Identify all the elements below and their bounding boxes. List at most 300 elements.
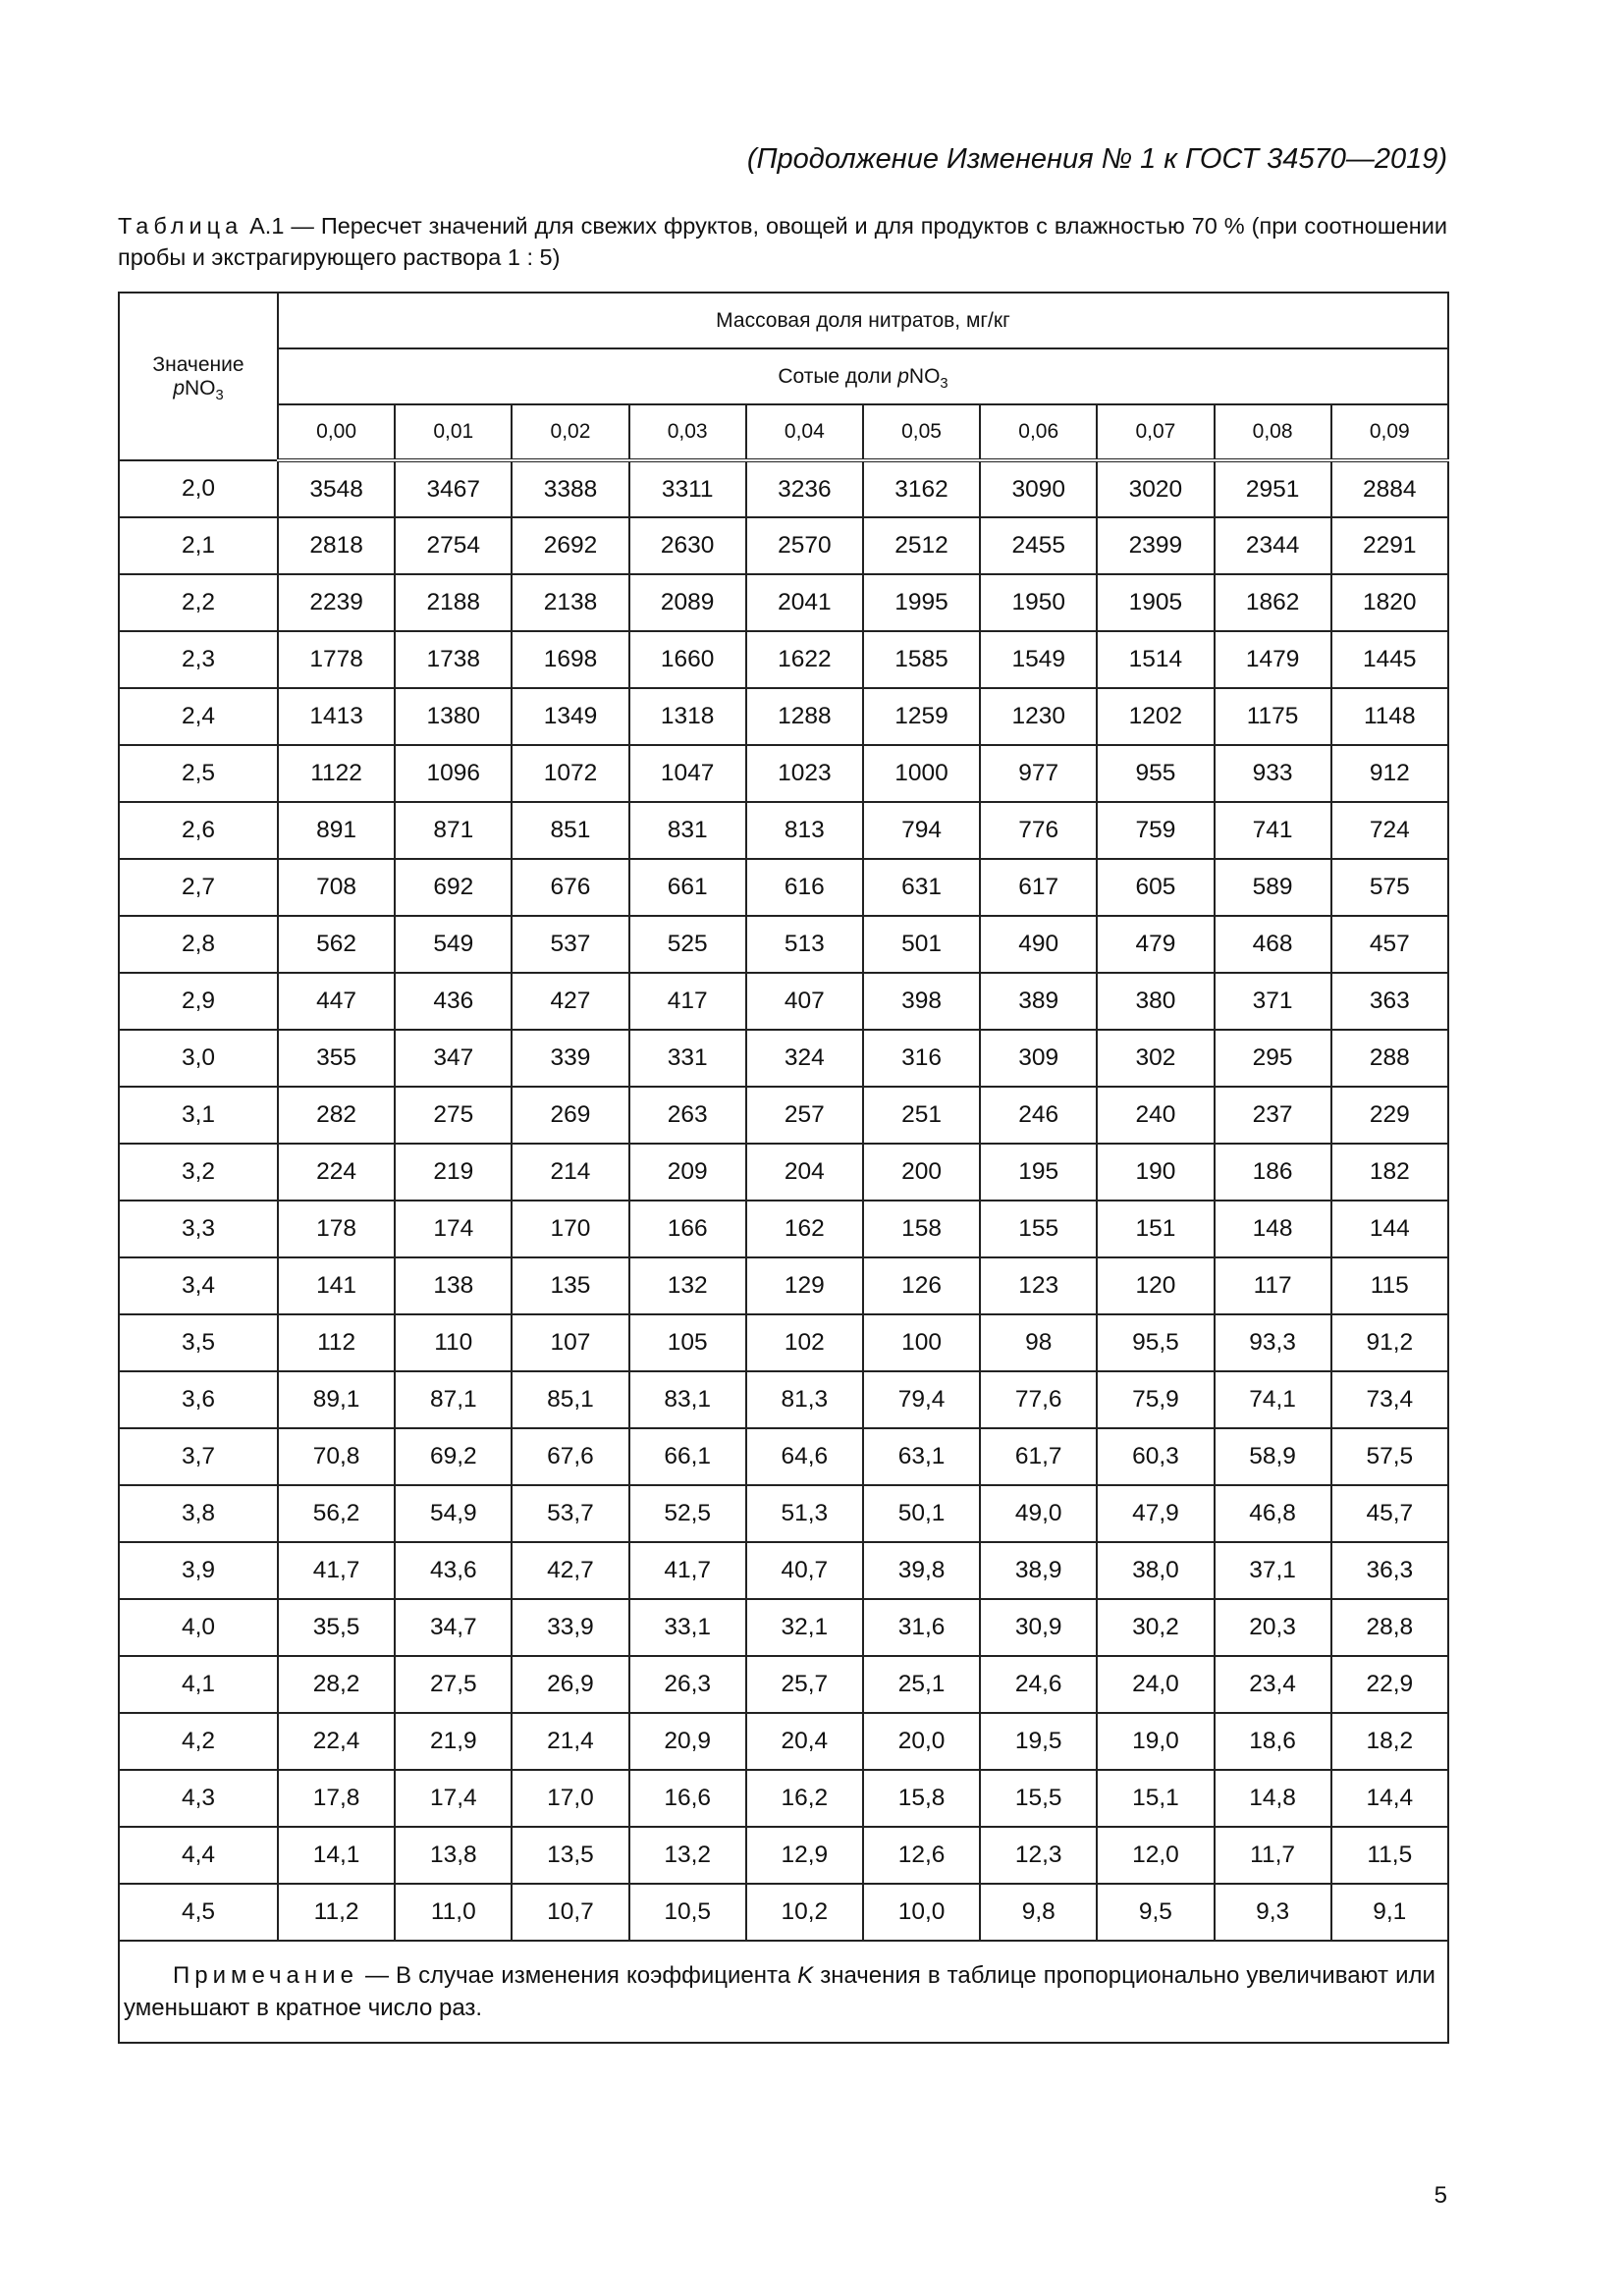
table-row xyxy=(119,688,1448,745)
table-cell: 324 xyxy=(746,1030,863,1087)
table-cell: 57,5 xyxy=(1331,1428,1448,1485)
table-row xyxy=(119,1030,1448,1087)
row-label-cell: 3,2 xyxy=(119,1144,278,1201)
row-label-cell: 4,1 xyxy=(119,1656,278,1713)
table-cell: 64,6 xyxy=(746,1428,863,1485)
row-label-cell: 2,8 xyxy=(119,916,278,973)
table-cell: 89,1 xyxy=(278,1371,395,1428)
table-cell: 1585 xyxy=(863,631,980,688)
table-cell: 13,8 xyxy=(395,1827,512,1884)
table-cell: 1230 xyxy=(980,688,1097,745)
table-cell: 66,1 xyxy=(629,1428,746,1485)
sub-header-p: p xyxy=(897,364,909,388)
table-cell: 490 xyxy=(980,916,1097,973)
table-row xyxy=(119,1428,1448,1485)
table-cell: 43,6 xyxy=(395,1542,512,1599)
table-cell: 251 xyxy=(863,1087,980,1144)
table-cell: 1349 xyxy=(512,688,628,745)
note-k: K xyxy=(797,1962,814,1989)
table-cell: 81,3 xyxy=(746,1371,863,1428)
table-cell: 35,5 xyxy=(278,1599,395,1656)
table-cell: 468 xyxy=(1215,916,1331,973)
table-row xyxy=(119,916,1448,973)
table-cell: 240 xyxy=(1097,1087,1214,1144)
table-cell: 16,6 xyxy=(629,1770,746,1827)
table-cell: 26,9 xyxy=(512,1656,628,1713)
column-header: 0,08 xyxy=(1215,404,1331,460)
row-label-cell: 3,8 xyxy=(119,1485,278,1542)
table-cell: 105 xyxy=(629,1314,746,1371)
table-cell: 457 xyxy=(1331,916,1448,973)
table-cell: 32,1 xyxy=(746,1599,863,1656)
table-cell: 2239 xyxy=(278,574,395,631)
table-cell: 38,0 xyxy=(1097,1542,1214,1599)
table-cell: 380 xyxy=(1097,973,1214,1030)
table-row xyxy=(119,1257,1448,1314)
table-cell: 144 xyxy=(1331,1201,1448,1257)
table-cell: 155 xyxy=(980,1201,1097,1257)
table-cell: 977 xyxy=(980,745,1097,802)
table-cell: 1995 xyxy=(863,574,980,631)
table-caption-label: Таблица xyxy=(118,213,244,239)
table-cell: 933 xyxy=(1215,745,1331,802)
table-cell: 1698 xyxy=(512,631,628,688)
table-cell: 355 xyxy=(278,1030,395,1087)
table-cell: 73,4 xyxy=(1331,1371,1448,1428)
table-row xyxy=(119,745,1448,802)
table-cell: 813 xyxy=(746,802,863,859)
table-cell: 1072 xyxy=(512,745,628,802)
table-cell: 53,7 xyxy=(512,1485,628,1542)
row-label-cell: 4,2 xyxy=(119,1713,278,1770)
row-header-sub: 3 xyxy=(215,387,224,403)
table-cell: 14,8 xyxy=(1215,1770,1331,1827)
table-row xyxy=(119,1371,1448,1428)
table-cell: 25,7 xyxy=(746,1656,863,1713)
table-cell: 1549 xyxy=(980,631,1097,688)
table-cell: 759 xyxy=(1097,802,1214,859)
table-cell: 20,9 xyxy=(629,1713,746,1770)
table-cell: 1862 xyxy=(1215,574,1331,631)
table-cell: 19,5 xyxy=(980,1713,1097,1770)
table-cell: 58,9 xyxy=(1215,1428,1331,1485)
table-cell: 2818 xyxy=(278,517,395,574)
table-cell: 15,1 xyxy=(1097,1770,1214,1827)
table-cell: 309 xyxy=(980,1030,1097,1087)
table-cell: 3162 xyxy=(863,460,980,517)
table-cell: 1479 xyxy=(1215,631,1331,688)
table-cell: 129 xyxy=(746,1257,863,1314)
table-cell: 209 xyxy=(629,1144,746,1201)
row-label-cell: 2,2 xyxy=(119,574,278,631)
running-header: (Продолжение Изменения № 1 к ГОСТ 34570—2019) xyxy=(746,143,1447,175)
table-cell: 479 xyxy=(1097,916,1214,973)
column-header: 0,09 xyxy=(1331,404,1448,460)
row-label-cell: 2,9 xyxy=(119,973,278,1030)
table-row xyxy=(119,517,1448,574)
table-cell: 141 xyxy=(278,1257,395,1314)
column-header: 0,05 xyxy=(863,404,980,460)
table-cell: 224 xyxy=(278,1144,395,1201)
table-cell: 126 xyxy=(863,1257,980,1314)
table-cell: 631 xyxy=(863,859,980,916)
sub-header-no: NO xyxy=(908,364,941,388)
table-header xyxy=(119,293,1448,460)
table-cell: 69,2 xyxy=(395,1428,512,1485)
table-cell: 708 xyxy=(278,859,395,916)
table-cell: 1738 xyxy=(395,631,512,688)
table-cell: 1175 xyxy=(1215,688,1331,745)
table-cell: 371 xyxy=(1215,973,1331,1030)
table-cell: 12,3 xyxy=(980,1827,1097,1884)
table-cell: 110 xyxy=(395,1314,512,1371)
row-header-no: NO xyxy=(185,376,216,400)
table-cell: 24,6 xyxy=(980,1656,1097,1713)
table-row xyxy=(119,1144,1448,1201)
table-cell: 10,7 xyxy=(512,1884,628,1941)
table-cell: 36,3 xyxy=(1331,1542,1448,1599)
table-cell: 20,3 xyxy=(1215,1599,1331,1656)
table-row xyxy=(119,859,1448,916)
table-cell: 316 xyxy=(863,1030,980,1087)
row-label-cell: 2,0 xyxy=(119,460,278,517)
sub-header-sub: 3 xyxy=(940,375,948,392)
table-cell: 2884 xyxy=(1331,460,1448,517)
table-cell: 1148 xyxy=(1331,688,1448,745)
table-cell: 2188 xyxy=(395,574,512,631)
sub-header xyxy=(278,348,1448,404)
row-label-cell: 2,7 xyxy=(119,859,278,916)
table-cell: 427 xyxy=(512,973,628,1030)
group-header: Массовая доля нитратов, мг/кг xyxy=(278,293,1448,348)
table-cell: 1413 xyxy=(278,688,395,745)
table-cell: 363 xyxy=(1331,973,1448,1030)
table-cell: 2138 xyxy=(512,574,628,631)
table-body xyxy=(119,460,1448,1941)
table-cell: 288 xyxy=(1331,1030,1448,1087)
table-cell: 14,1 xyxy=(278,1827,395,1884)
table-cell: 132 xyxy=(629,1257,746,1314)
conversion-table xyxy=(118,292,1449,2044)
table-cell: 9,8 xyxy=(980,1884,1097,1941)
table-cell: 123 xyxy=(980,1257,1097,1314)
table-cell: 263 xyxy=(629,1087,746,1144)
table-cell: 676 xyxy=(512,859,628,916)
table-cell: 28,8 xyxy=(1331,1599,1448,1656)
row-label-cell: 3,6 xyxy=(119,1371,278,1428)
table-cell: 2399 xyxy=(1097,517,1214,574)
table-cell: 605 xyxy=(1097,859,1214,916)
table-cell: 1122 xyxy=(278,745,395,802)
table-cell: 2512 xyxy=(863,517,980,574)
table-cell: 26,3 xyxy=(629,1656,746,1713)
row-label-cell: 3,3 xyxy=(119,1201,278,1257)
row-label-cell: 2,3 xyxy=(119,631,278,688)
table-cell: 117 xyxy=(1215,1257,1331,1314)
row-label-cell: 4,3 xyxy=(119,1770,278,1827)
table-cell: 30,2 xyxy=(1097,1599,1214,1656)
table-cell: 1318 xyxy=(629,688,746,745)
table-cell: 1096 xyxy=(395,745,512,802)
row-header-p: p xyxy=(173,376,185,400)
table-cell: 12,0 xyxy=(1097,1827,1214,1884)
table-cell: 45,7 xyxy=(1331,1485,1448,1542)
table-row xyxy=(119,1713,1448,1770)
table-cell: 1905 xyxy=(1097,574,1214,631)
table-cell: 98 xyxy=(980,1314,1097,1371)
table-cell: 37,1 xyxy=(1215,1542,1331,1599)
table-cell: 91,2 xyxy=(1331,1314,1448,1371)
table-cell: 70,8 xyxy=(278,1428,395,1485)
row-label-cell: 3,7 xyxy=(119,1428,278,1485)
table-cell: 229 xyxy=(1331,1087,1448,1144)
table-cell: 2754 xyxy=(395,517,512,574)
table-cell: 15,5 xyxy=(980,1770,1097,1827)
table-cell: 2630 xyxy=(629,517,746,574)
column-header-row xyxy=(119,404,1448,460)
table-cell: 871 xyxy=(395,802,512,859)
note-label: Примечание xyxy=(173,1962,358,1989)
table-cell: 2089 xyxy=(629,574,746,631)
note-text-1: — В случае изменения коэффициента xyxy=(357,1962,798,1989)
row-label-cell: 2,4 xyxy=(119,688,278,745)
table-row xyxy=(119,460,1448,517)
table-cell: 912 xyxy=(1331,745,1448,802)
row-header-cell xyxy=(119,293,278,460)
table-cell: 537 xyxy=(512,916,628,973)
table-cell: 21,9 xyxy=(395,1713,512,1770)
row-label-cell: 4,0 xyxy=(119,1599,278,1656)
table-cell: 52,5 xyxy=(629,1485,746,1542)
table-cell: 22,9 xyxy=(1331,1656,1448,1713)
table-cell: 148 xyxy=(1215,1201,1331,1257)
table-cell: 282 xyxy=(278,1087,395,1144)
table-cell: 1445 xyxy=(1331,631,1448,688)
table-cell: 31,6 xyxy=(863,1599,980,1656)
table-cell: 447 xyxy=(278,973,395,1030)
table-cell: 14,4 xyxy=(1331,1770,1448,1827)
table-cell: 135 xyxy=(512,1257,628,1314)
table-cell: 158 xyxy=(863,1201,980,1257)
table-cell: 2951 xyxy=(1215,460,1331,517)
table-cell: 257 xyxy=(746,1087,863,1144)
table-cell: 436 xyxy=(395,973,512,1030)
table-cell: 33,1 xyxy=(629,1599,746,1656)
table-cell: 39,8 xyxy=(863,1542,980,1599)
table-cell: 138 xyxy=(395,1257,512,1314)
table-cell: 83,1 xyxy=(629,1371,746,1428)
table-cell: 549 xyxy=(395,916,512,973)
sub-header-prefix: Сотые доли xyxy=(778,364,898,388)
row-label-cell: 3,1 xyxy=(119,1087,278,1144)
table-cell: 60,3 xyxy=(1097,1428,1214,1485)
table-cell: 77,6 xyxy=(980,1371,1097,1428)
table-cell: 1660 xyxy=(629,631,746,688)
table-cell: 275 xyxy=(395,1087,512,1144)
table-cell: 107 xyxy=(512,1314,628,1371)
table-cell: 93,3 xyxy=(1215,1314,1331,1371)
table-cell: 831 xyxy=(629,802,746,859)
table-cell: 120 xyxy=(1097,1257,1214,1314)
table-cell: 219 xyxy=(395,1144,512,1201)
table-cell: 195 xyxy=(980,1144,1097,1201)
table-row xyxy=(119,1599,1448,1656)
table-cell: 11,0 xyxy=(395,1884,512,1941)
table-cell: 616 xyxy=(746,859,863,916)
column-header: 0,06 xyxy=(980,404,1097,460)
table-cell: 10,0 xyxy=(863,1884,980,1941)
table-cell: 166 xyxy=(629,1201,746,1257)
table-cell: 12,9 xyxy=(746,1827,863,1884)
table-cell: 15,8 xyxy=(863,1770,980,1827)
table-cell: 1288 xyxy=(746,688,863,745)
table-cell: 12,6 xyxy=(863,1827,980,1884)
table-cell: 17,4 xyxy=(395,1770,512,1827)
table-cell: 87,1 xyxy=(395,1371,512,1428)
table-cell: 151 xyxy=(1097,1201,1214,1257)
table-cell: 692 xyxy=(395,859,512,916)
table-cell: 42,7 xyxy=(512,1542,628,1599)
table-cell: 40,7 xyxy=(746,1542,863,1599)
table-cell: 49,0 xyxy=(980,1485,1097,1542)
table-cell: 3020 xyxy=(1097,460,1214,517)
table-cell: 1950 xyxy=(980,574,1097,631)
table-cell: 18,6 xyxy=(1215,1713,1331,1770)
row-label-cell: 3,0 xyxy=(119,1030,278,1087)
page-number: 5 xyxy=(1434,2182,1447,2209)
table-cell: 589 xyxy=(1215,859,1331,916)
table-cell: 115 xyxy=(1331,1257,1448,1314)
table-cell: 162 xyxy=(746,1201,863,1257)
table-cell: 50,1 xyxy=(863,1485,980,1542)
table-cell: 661 xyxy=(629,859,746,916)
table-cell: 3311 xyxy=(629,460,746,517)
table-cell: 302 xyxy=(1097,1030,1214,1087)
table-cell: 112 xyxy=(278,1314,395,1371)
table-caption-text: А.1 — Пересчет значений для свежих фруктов, овощей и для продуктов с влажностью 70 % (при соотношении пробы и экстрагирующего раствора 1 : 5) xyxy=(118,213,1447,270)
table-cell: 41,7 xyxy=(278,1542,395,1599)
table-cell: 27,5 xyxy=(395,1656,512,1713)
table-cell: 955 xyxy=(1097,745,1214,802)
table-cell: 1259 xyxy=(863,688,980,745)
table-cell: 102 xyxy=(746,1314,863,1371)
table-cell: 2692 xyxy=(512,517,628,574)
table-cell: 575 xyxy=(1331,859,1448,916)
table-cell: 54,9 xyxy=(395,1485,512,1542)
table-cell: 1514 xyxy=(1097,631,1214,688)
table-caption xyxy=(118,210,1447,273)
table-cell: 11,7 xyxy=(1215,1827,1331,1884)
row-label-cell: 2,1 xyxy=(119,517,278,574)
table-cell: 182 xyxy=(1331,1144,1448,1201)
row-label-cell: 3,5 xyxy=(119,1314,278,1371)
table-row xyxy=(119,1485,1448,1542)
table-note xyxy=(119,1941,1448,2043)
table-cell: 11,5 xyxy=(1331,1827,1448,1884)
table-cell: 724 xyxy=(1331,802,1448,859)
table-cell: 851 xyxy=(512,802,628,859)
table-cell: 1622 xyxy=(746,631,863,688)
table-cell: 9,5 xyxy=(1097,1884,1214,1941)
table-cell: 891 xyxy=(278,802,395,859)
table-cell: 200 xyxy=(863,1144,980,1201)
table-cell: 25,1 xyxy=(863,1656,980,1713)
table-cell: 41,7 xyxy=(629,1542,746,1599)
table-cell: 347 xyxy=(395,1030,512,1087)
column-header: 0,04 xyxy=(746,404,863,460)
column-header: 0,00 xyxy=(278,404,395,460)
table-cell: 13,2 xyxy=(629,1827,746,1884)
table-row xyxy=(119,1314,1448,1371)
table-cell: 237 xyxy=(1215,1087,1331,1144)
table-cell: 20,0 xyxy=(863,1713,980,1770)
table-cell: 61,7 xyxy=(980,1428,1097,1485)
table-cell: 204 xyxy=(746,1144,863,1201)
table-cell: 246 xyxy=(980,1087,1097,1144)
table-cell: 22,4 xyxy=(278,1713,395,1770)
table-cell: 1778 xyxy=(278,631,395,688)
table-cell: 24,0 xyxy=(1097,1656,1214,1713)
row-label-cell: 3,9 xyxy=(119,1542,278,1599)
table-row xyxy=(119,1201,1448,1257)
table-row xyxy=(119,973,1448,1030)
table-cell: 3236 xyxy=(746,460,863,517)
table-cell: 617 xyxy=(980,859,1097,916)
row-label-cell: 3,4 xyxy=(119,1257,278,1314)
column-header: 0,07 xyxy=(1097,404,1214,460)
table-cell: 46,8 xyxy=(1215,1485,1331,1542)
table-cell: 100 xyxy=(863,1314,980,1371)
note-text-2: значения в таблице пропорционально увеличивают или уменьшают в кратное число раз. xyxy=(124,1962,1435,2021)
row-label-cell: 2,5 xyxy=(119,745,278,802)
table-row xyxy=(119,1884,1448,1941)
table-cell: 3467 xyxy=(395,460,512,517)
table-cell: 74,1 xyxy=(1215,1371,1331,1428)
table-cell: 2344 xyxy=(1215,517,1331,574)
table-cell: 2570 xyxy=(746,517,863,574)
table-cell: 417 xyxy=(629,973,746,1030)
table-cell: 178 xyxy=(278,1201,395,1257)
table-cell: 9,1 xyxy=(1331,1884,1448,1941)
table-cell: 776 xyxy=(980,802,1097,859)
table-cell: 34,7 xyxy=(395,1599,512,1656)
table-cell: 1380 xyxy=(395,688,512,745)
row-label-cell: 4,5 xyxy=(119,1884,278,1941)
table-cell: 3090 xyxy=(980,460,1097,517)
table-cell: 63,1 xyxy=(863,1428,980,1485)
table-cell: 186 xyxy=(1215,1144,1331,1201)
table-cell: 741 xyxy=(1215,802,1331,859)
table-row xyxy=(119,1087,1448,1144)
table-cell: 407 xyxy=(746,973,863,1030)
table-cell: 3548 xyxy=(278,460,395,517)
table-cell: 9,3 xyxy=(1215,1884,1331,1941)
table-cell: 1820 xyxy=(1331,574,1448,631)
table-row xyxy=(119,802,1448,859)
table-cell: 2041 xyxy=(746,574,863,631)
table-cell: 13,5 xyxy=(512,1827,628,1884)
table-row xyxy=(119,1827,1448,1884)
table-row xyxy=(119,1542,1448,1599)
table-cell: 525 xyxy=(629,916,746,973)
table-cell: 10,2 xyxy=(746,1884,863,1941)
table-cell: 1047 xyxy=(629,745,746,802)
table-cell: 79,4 xyxy=(863,1371,980,1428)
table-cell: 3388 xyxy=(512,460,628,517)
table-cell: 562 xyxy=(278,916,395,973)
table-cell: 20,4 xyxy=(746,1713,863,1770)
table-cell: 67,6 xyxy=(512,1428,628,1485)
